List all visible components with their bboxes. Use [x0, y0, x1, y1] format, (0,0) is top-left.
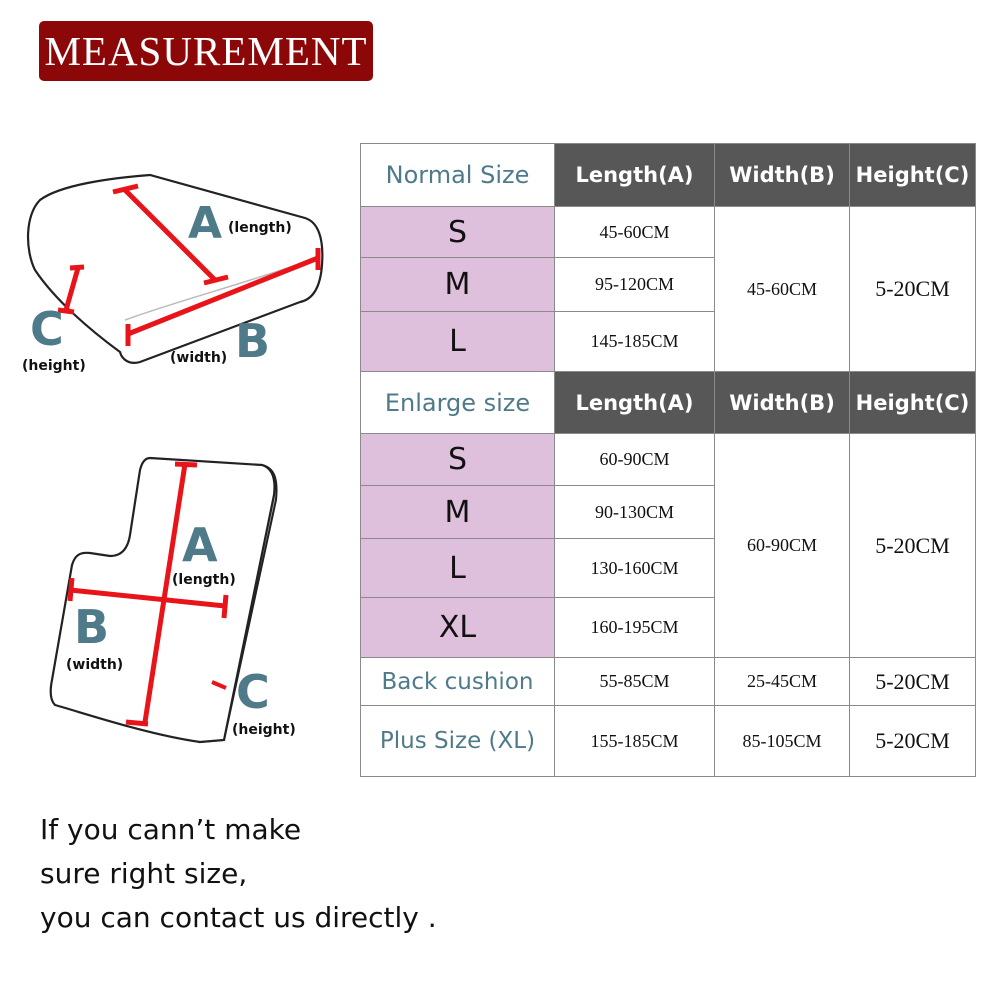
enlarge-length-xl: 160-195CM: [555, 598, 715, 658]
enlarge-height: 5-20CM: [850, 434, 976, 658]
enlarge-size-s: S: [361, 434, 555, 486]
enlarge-size-label: Enlarge size: [361, 372, 555, 434]
table-row: [361, 434, 976, 486]
back-cushion-label: Back cushion: [361, 658, 555, 706]
normal-size-l: L: [361, 312, 555, 372]
normal-height: 5-20CM: [850, 207, 976, 372]
top-b-note: (width): [170, 350, 228, 366]
table-row: [361, 207, 976, 258]
bottom-c-note: (height): [232, 722, 296, 738]
top-c-letter: C: [30, 302, 64, 356]
normal-col-height: Height(C): [850, 144, 976, 207]
enlarge-size-header-row: [361, 372, 976, 434]
normal-length-m: 95-120CM: [555, 258, 715, 312]
measurement-banner: MEASUREMENT: [39, 21, 373, 81]
back-cushion-length: 55-85CM: [555, 658, 715, 706]
enlarge-length-s: 60-90CM: [555, 434, 715, 486]
enlarge-length-m: 90-130CM: [555, 486, 715, 539]
normal-length-s: 45-60CM: [555, 207, 715, 258]
plus-size-width: 85-105CM: [715, 706, 850, 777]
back-cushion-width: 25-45CM: [715, 658, 850, 706]
enlarge-width: 60-90CM: [715, 434, 850, 658]
top-a-letter: A: [188, 198, 223, 249]
enlarge-size-l: L: [361, 539, 555, 598]
enlarge-col-length: Length(A): [555, 372, 715, 434]
top-a-note: (length): [228, 220, 292, 236]
size-table: [360, 143, 976, 777]
plus-size-height: 5-20CM: [850, 706, 976, 777]
bottom-a-note: (length): [172, 572, 236, 588]
normal-length-l: 145-185CM: [555, 312, 715, 372]
bottom-b-note: (width): [66, 657, 124, 673]
back-cushion-height: 5-20CM: [850, 658, 976, 706]
enlarge-length-l: 130-160CM: [555, 539, 715, 598]
plus-size-row: [361, 706, 976, 777]
note-line-1: If you cann’t make: [40, 813, 302, 846]
normal-width: 45-60CM: [715, 207, 850, 372]
note-line-3: you can contact us directly .: [40, 901, 437, 934]
enlarge-size-m: M: [361, 486, 555, 539]
normal-col-width: Width(B): [715, 144, 850, 207]
plus-size-label: Plus Size (XL): [361, 706, 555, 777]
normal-size-label: Normal Size: [361, 144, 555, 207]
plus-size-length: 155-185CM: [555, 706, 715, 777]
normal-col-length: Length(A): [555, 144, 715, 207]
note-line-2: sure right size,: [40, 857, 248, 890]
back-cushion-diagram: [0, 0, 360, 800]
bottom-a-letter: A: [182, 518, 218, 572]
top-b-letter: B: [235, 314, 271, 368]
normal-size-header-row: [361, 144, 976, 207]
enlarge-col-height: Height(C): [850, 372, 976, 434]
bottom-c-letter: C: [236, 665, 270, 719]
enlarge-col-width: Width(B): [715, 372, 850, 434]
back-cushion-row: [361, 658, 976, 706]
normal-size-s: S: [361, 207, 555, 258]
bottom-b-letter: B: [74, 600, 110, 654]
normal-size-m: M: [361, 258, 555, 312]
contact-note: [40, 808, 437, 940]
enlarge-size-xl: XL: [361, 598, 555, 658]
top-c-note: (height): [22, 358, 86, 374]
